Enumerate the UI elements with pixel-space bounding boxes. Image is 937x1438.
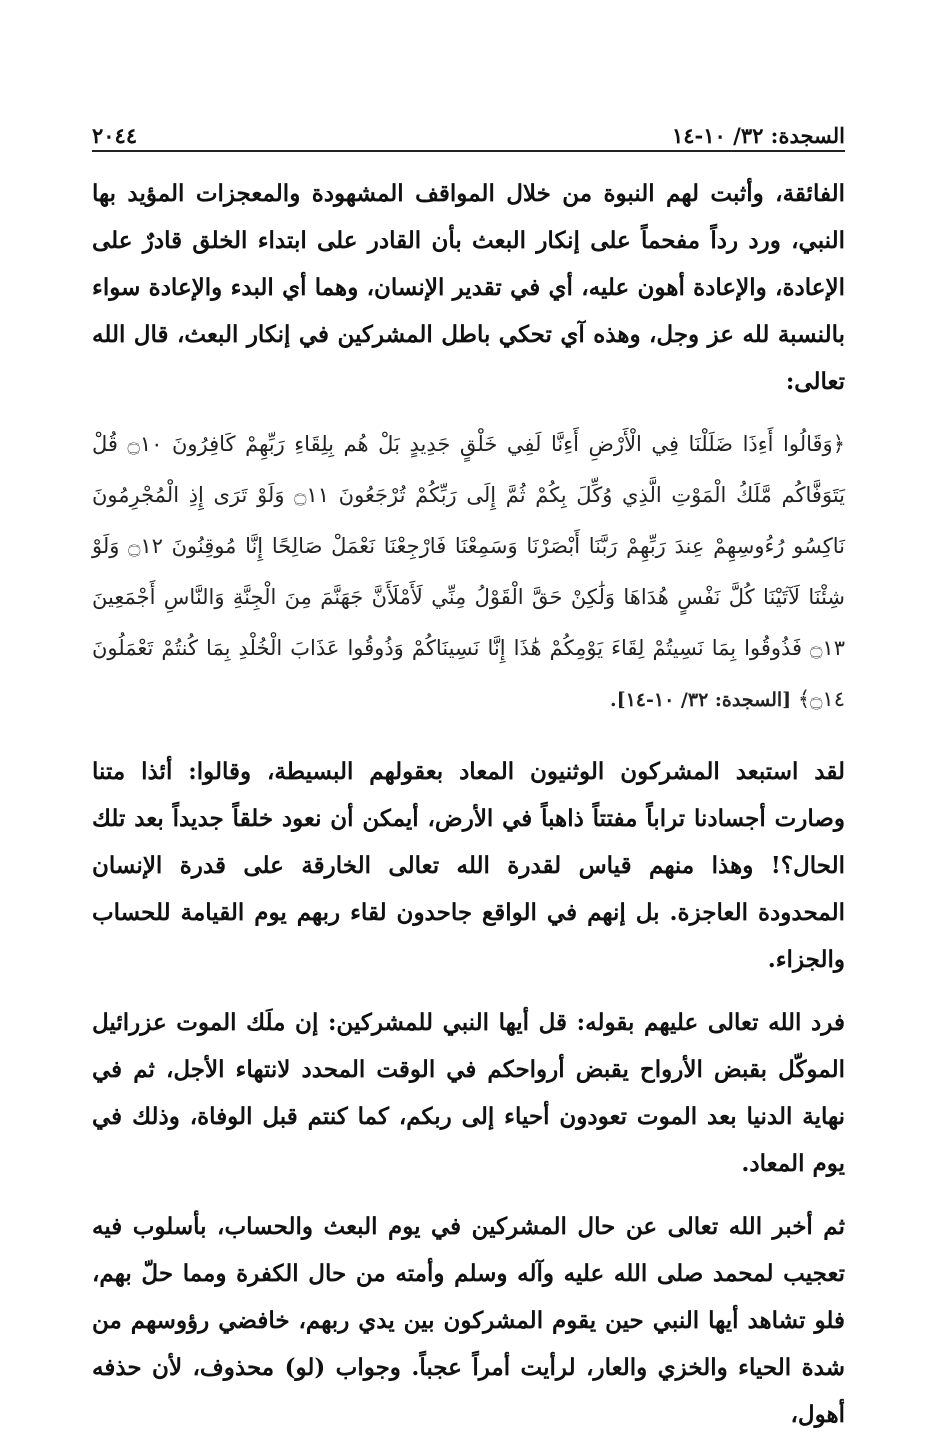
header-divider <box>92 150 845 152</box>
paragraph-4: ثم أخبر الله تعالى عن حال المشركين في يوم البعث والحساب، بأسلوب فيه تعجيب لمحمد صلى الله عليه وآله وسلم وأمته من حال الكفرة ومما حلّ بهم، فلو تشاهد أيها النبي حين يقوم المشركون بين يدي ربهم، خافضي رؤوسهم من شدة الحياء والخزي والعار، لرأيت أمراً عجباً. وجواب (لو) محذوف، لأن حذفه أهول، <box>92 1213 845 1428</box>
quran-verses <box>92 419 845 726</box>
surah-reference: السجدة: ٣٢/ ١٠-١٤ <box>671 123 845 148</box>
page-number: ٢٠٤٤ <box>92 123 138 148</box>
verses-text: ﴿وَقَالُوا أَءِذَا ضَلَلْنَا فِي الْأَرْضِ أَءِنَّا لَفِي خَلْقٍ جَدِيدٍ بَلْ هُم بِلِقَاءِ رَبِّهِمْ كَافِرُونَ ۝١٠ قُلْ يَتَوَفَّاكُم مَّلَكُ الْمَوْتِ الَّذِي وُكِّلَ بِكُمْ ثُمَّ إِلَى رَبِّكُمْ تُرْجَعُونَ ۝١١ وَلَوْ تَرَى إِذِ الْمُجْرِمُونَ نَاكِسُو رُءُوسِهِمْ عِندَ رَبِّهِمْ رَبَّنَا أَبْصَرْنَا وَسَمِعْنَا فَارْجِعْنَا نَعْمَلْ صَالِحًا إِنَّا مُوقِنُونَ ۝١٢ وَلَوْ شِئْنَا لَآتَيْنَا كُلَّ نَفْسٍ هُدَاهَا وَلَٰكِنْ حَقَّ الْقَوْلُ مِنِّي لَأَمْلَأَنَّ جَهَنَّمَ مِنَ الْجِنَّةِ وَالنَّاسِ أَجْمَعِينَ ۝١٣ فَذُوقُوا بِمَا نَسِيتُمْ لِقَاءَ يَوْمِكُمْ هَٰذَا إِنَّا نَسِينَاكُمْ وَذُوقُوا عَذَابَ الْخُلْدِ بِمَا كُنتُمْ تَعْمَلُونَ ۝١٤﴾ <box>92 432 846 711</box>
paragraph-3: فرد الله تعالى عليهم بقوله: قل أيها النبي للمشركين: إن ملَك الموت عزرائيل الموكّل بقبض الأرواح يقبض أرواحكم في الوقت المحدد لانتهاء الأجل، ثم في نهاية الدنيا بعد الموت تعودون أحياء إلى ربكم، كما كنتم قبل الوفاة، وذلك في يوم المعاد. <box>92 1009 845 1177</box>
intro-paragraph: الفائقة، وأثبت لهم النبوة من خلال المواقف المشهودة والمعجزات المؤيد بها النبي، ورد رداً مفحماً على إنكار البعث بأن القادر على ابتداء الخلق قادرٌ على الإعادة، والإعادة أهون عليه، أي في تقدير الإنسان، وهما أي البدء والإعادة سواء بالنسبة لله عز وجل، وهذه آي تحكي باطل المشركين في إنكار البعث، قال الله تعالى: <box>92 180 845 395</box>
page-header <box>92 108 845 148</box>
page-body <box>92 170 845 1438</box>
verses-reference: [السجدة: ٣٢/ ١٠-١٤]. <box>609 689 792 711</box>
paragraph-2: لقد استبعد المشركون الوثنيون المعاد بعقولهم البسيطة، وقالوا: أئذا متنا وصارت أجسادنا تراباً مفتتاً ذاهباً في الأرض، أيمكن أن نعود خلقاً جديداً بعد تلك الحال؟! وهذا منهم قياس لقدرة الله تعالى الخارقة على قدرة الإنسان المحدودة العاجزة. بل إنهم في الواقع جاحدون لقاء ربهم يوم القيامة للحساب والجزاء. <box>92 758 845 973</box>
